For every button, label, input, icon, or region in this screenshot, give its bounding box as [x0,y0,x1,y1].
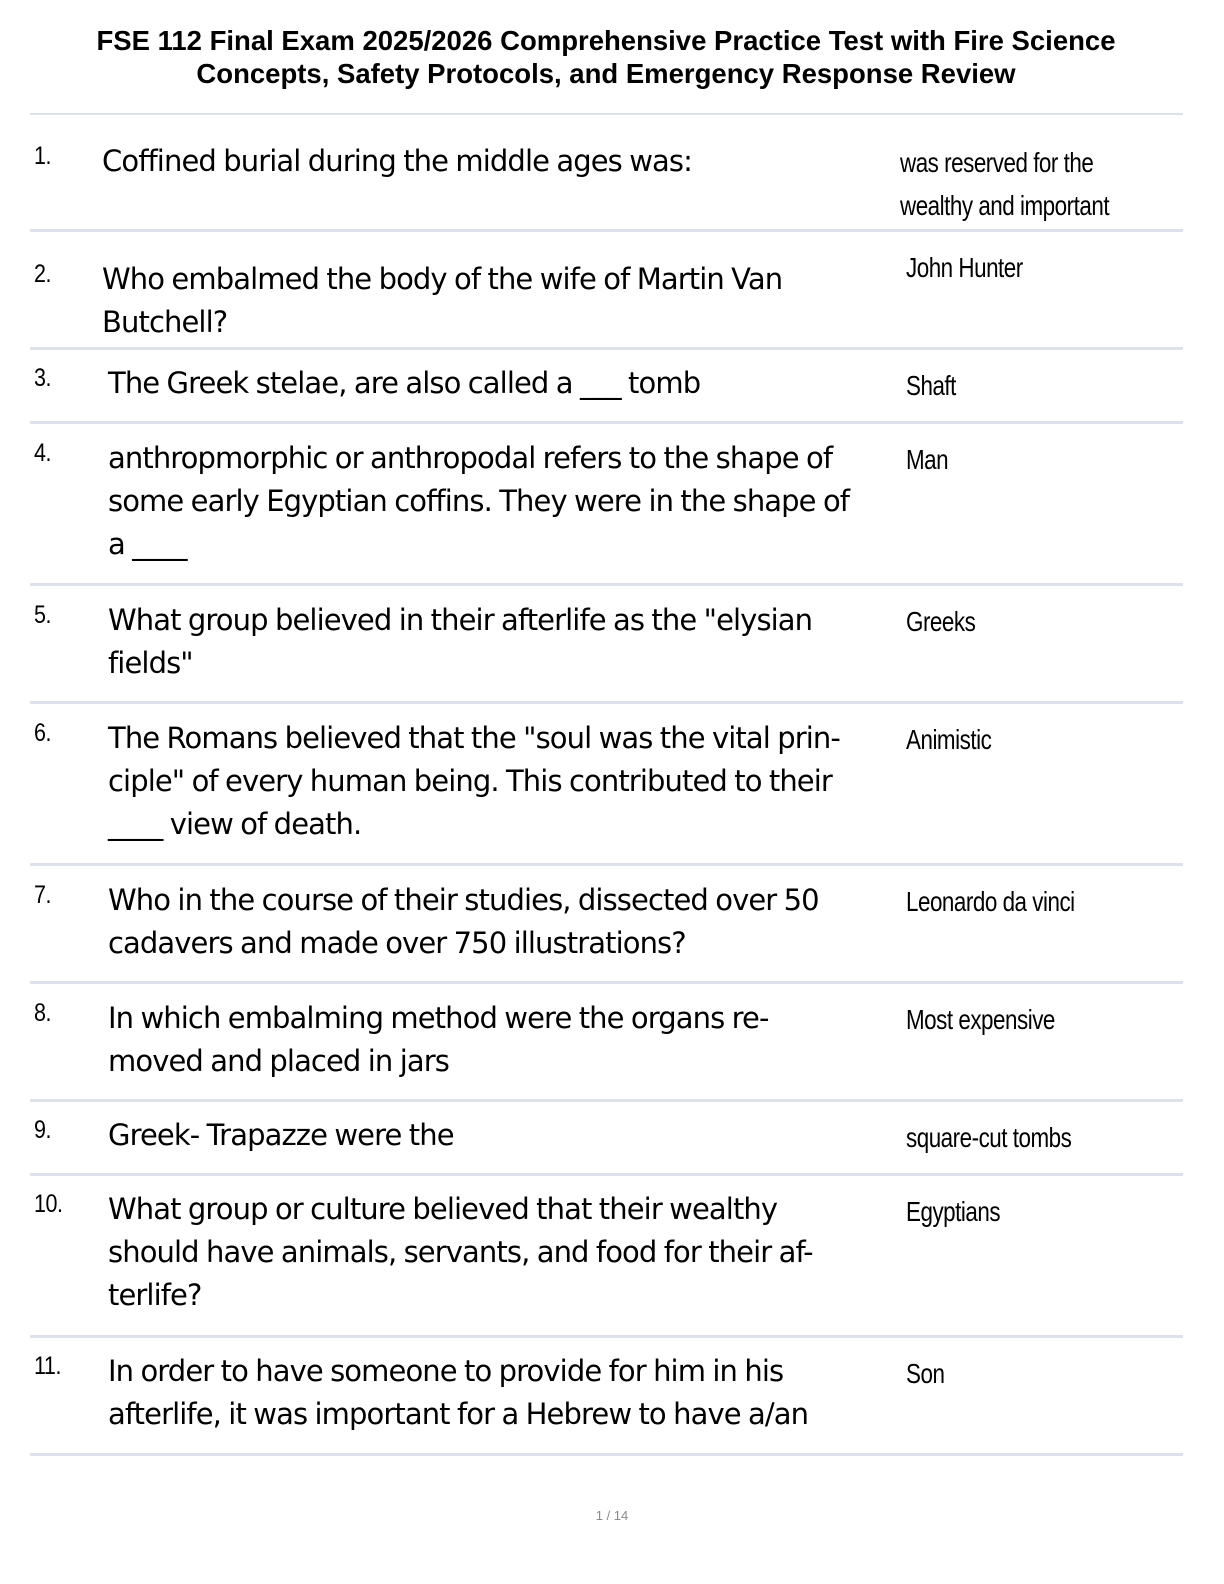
question-line: Who embalmed the body of the wife of Martin Van [102,262,783,296]
question-line: terlife? [108,1278,202,1312]
question-text [108,1350,908,1436]
question-text [108,879,908,965]
answer-text [906,998,1130,1041]
question-line: Coffined burial during the middle ages was: [102,144,692,178]
question-number: 5. [34,601,52,629]
question-number: 9. [34,1116,52,1144]
answer-text [906,880,1130,923]
question-text [102,258,902,344]
question-row [30,704,1183,866]
question-number: 1. [34,142,52,170]
title-line-1: FSE 112 Final Exam 2025/2026 Comprehensive Practice Test with Fire Science [96,25,1116,56]
question-line: anthropmorphic or anthropodal refers to the shape of [108,441,833,475]
page-counter: 1 / 14 [595,1508,629,1523]
question-number: 11. [34,1352,62,1380]
answer-line: square-cut tombs [906,1122,1072,1153]
answer-text [906,718,1130,761]
question-row [30,1176,1183,1338]
question-number: 7. [34,881,52,909]
question-row [30,424,1183,586]
question-line: In which embalming method were the organs re- [108,1001,769,1035]
question-row [30,866,1183,984]
answer-text [906,1352,1130,1395]
question-text [102,140,902,183]
answer-text [906,438,1130,481]
answer-line: Son [906,1358,945,1389]
answer-line: Animistic [906,724,992,755]
question-row [30,114,1183,232]
question-line: moved and placed in jars [108,1044,449,1078]
question-line: some early Egyptian coffins. They were in the shape of [108,484,850,518]
question-line: In order to have someone to provide for him in his [108,1354,784,1388]
answer-text [900,141,1124,227]
question-line: afterlife, it was important for a Hebrew to have a/an [108,1397,809,1431]
answer-line: Egyptians [906,1196,1001,1227]
answer-line: John Hunter [906,252,1023,283]
question-row [30,984,1183,1102]
question-line: ciple" of every human being. This contributed to their [108,764,832,798]
question-number: 10. [34,1190,63,1218]
question-number: 4. [34,439,52,467]
answer-line: Shaft [906,370,956,401]
question-number: 8. [34,999,52,1027]
question-row [30,350,1183,424]
question-text [108,1188,908,1317]
question-number: 3. [34,364,52,392]
question-line: fields" [108,646,193,680]
question-line: The Greek stelae, are also called a ___ tomb [108,366,701,400]
answer-line: wealthy and important [900,190,1110,221]
page-title [30,24,1182,90]
question-text [108,437,908,566]
question-line: cadavers and made over 750 illustrations? [108,926,686,960]
answer-text [906,246,1130,289]
title-line-2: Concepts, Safety Protocols, and Emergency Response Review [196,58,1016,89]
question-line: What group believed in their afterlife as the "elysian [108,603,813,637]
question-line: Butchell? [102,305,228,339]
question-row [30,1338,1183,1456]
answer-line: Greeks [906,606,976,637]
answer-text [906,600,1130,643]
answer-line: Man [906,444,949,475]
question-number: 2. [34,260,52,288]
answer-text [906,1190,1130,1233]
question-number: 6. [34,719,52,747]
question-line: a ____ [108,527,187,561]
question-row [30,1102,1183,1176]
question-text [108,362,908,405]
answer-text [906,1116,1130,1159]
answer-line: Leonardo da vinci [906,886,1075,917]
question-line: should have animals, servants, and food for their af- [108,1235,813,1269]
question-text [108,717,908,846]
question-text [108,599,908,685]
answer-text [906,364,1130,407]
question-row [30,586,1183,704]
question-text [108,1114,908,1157]
question-list [30,114,1183,1456]
question-row [30,232,1183,350]
question-line: ____ view of death. [108,807,362,841]
answer-line: Most expensive [906,1004,1055,1035]
question-line: Who in the course of their studies, dissected over 50 [108,883,819,917]
question-text [108,997,908,1083]
question-line: What group or culture believed that their wealthy [108,1192,778,1226]
question-line: The Romans believed that the "soul was the vital prin- [108,721,840,755]
question-line: Greek- Trapazze were the [108,1118,454,1152]
answer-line: was reserved for the [900,147,1094,178]
